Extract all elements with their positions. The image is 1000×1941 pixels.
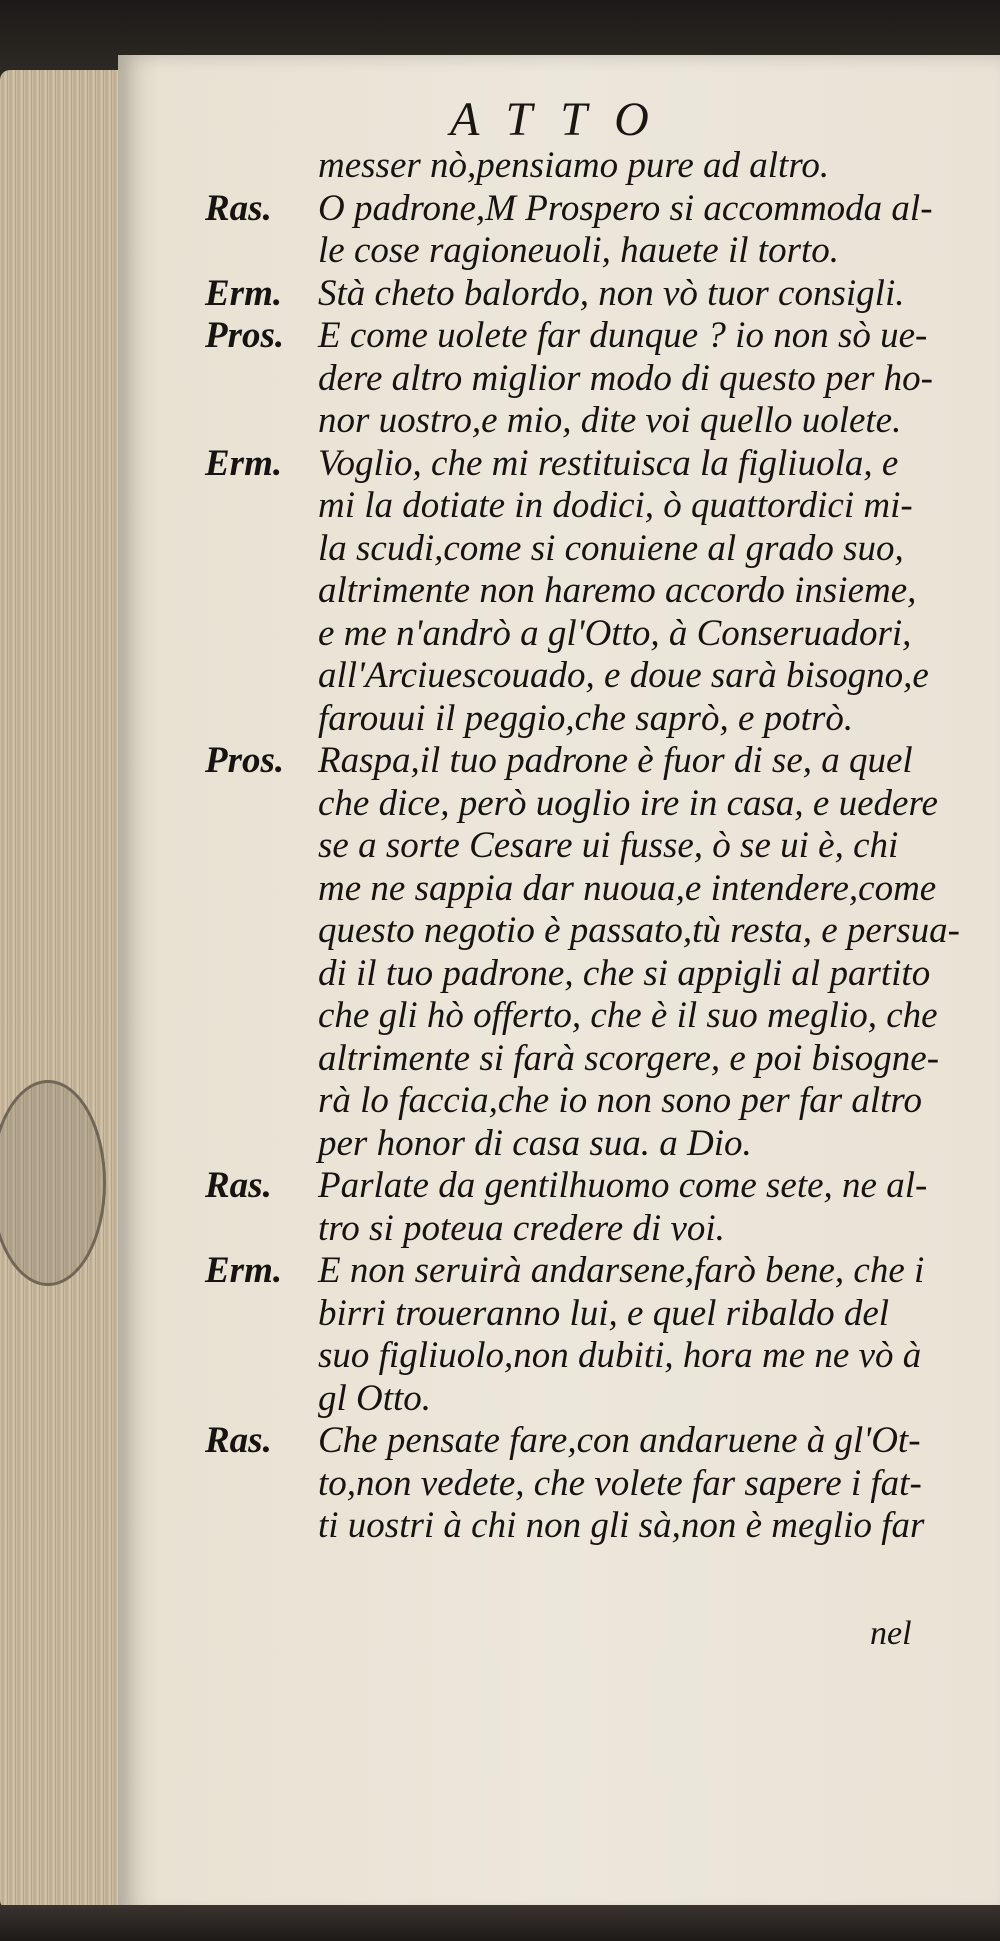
line-text: farouui il peggio,che saprò, e potrò. xyxy=(318,697,854,739)
text-line xyxy=(205,485,985,528)
text-line xyxy=(205,315,985,358)
line-text: Che pensate fare,con andaruene à gl'Ot- xyxy=(318,1420,921,1461)
line-text: E come uolete far dunque ? io non sò ue- xyxy=(318,315,928,356)
running-header: ATTO xyxy=(450,93,677,146)
speaker-label: Pros. xyxy=(205,315,285,356)
text-line xyxy=(205,910,985,953)
line-text: Voglio, che mi restituisca la figliuola, e xyxy=(318,442,899,484)
line-text: tro si poteua credere di voi. xyxy=(318,1207,725,1249)
text-line xyxy=(205,1505,985,1548)
line-text: E non seruirà andarsene,farò bene, che i xyxy=(318,1250,925,1291)
text-line xyxy=(205,995,985,1038)
text-line xyxy=(205,1208,985,1251)
speaker-label: Erm. xyxy=(205,1250,283,1291)
line-text: messer nò,pensiamo pure ad altro. xyxy=(318,145,830,186)
text-line xyxy=(205,953,985,996)
line-text: altrimente non haremo accordo insieme, xyxy=(318,570,917,611)
line-text: che gli hò offerto, che è il suo meglio, che xyxy=(318,995,938,1036)
dialogue-text xyxy=(205,145,985,1548)
text-line xyxy=(205,1080,985,1123)
line-text: dere altro miglior modo di questo per ho- xyxy=(318,357,933,399)
line-text: Raspa,il tuo padrone è fuor di se, a quel xyxy=(318,740,913,781)
text-line xyxy=(205,188,985,231)
text-line xyxy=(205,273,985,316)
line-text: gl Otto. xyxy=(318,1377,432,1419)
text-line xyxy=(205,1123,985,1166)
text-line xyxy=(205,528,985,571)
line-text: O padrone,M Prospero si accommoda al- xyxy=(318,187,933,229)
text-line xyxy=(205,698,985,741)
text-line xyxy=(205,1378,985,1421)
line-text: mi la dotiate in dodici, ò quattordici mi- xyxy=(318,485,913,526)
text-line xyxy=(205,783,985,826)
line-text: Stà cheto balordo, non vò tuor consigli. xyxy=(318,272,905,314)
text-line xyxy=(205,1165,985,1208)
line-text: rà lo faccia,che io non sono per far altro xyxy=(318,1080,922,1121)
line-text: altrimente si farà scorgere, e poi bisogne- xyxy=(318,1037,940,1079)
line-text: per honor di casa sua. a Dio. xyxy=(318,1122,752,1164)
line-text: la scudi,come si conuiene al grado suo, xyxy=(318,527,904,569)
catchword: nel xyxy=(870,1615,912,1652)
line-text: ti uostri à chi non gli sà,non è meglio far xyxy=(318,1505,925,1546)
text-line xyxy=(205,358,985,401)
line-text: questo negotio è passato,tù resta, e persua- xyxy=(318,910,960,951)
text-line xyxy=(205,145,985,188)
line-text: me ne sappia dar nuoua,e intendere,come xyxy=(318,867,937,909)
text-line xyxy=(205,1420,985,1463)
text-line xyxy=(205,1250,985,1293)
book-bottom-shadow xyxy=(0,1905,1000,1941)
text-line xyxy=(205,825,985,868)
text-line xyxy=(205,868,985,911)
speaker-label: Erm. xyxy=(205,442,283,484)
line-text: di il tuo padrone, che si appigli al partito xyxy=(318,952,931,994)
bookmark-ribbon xyxy=(0,1080,106,1286)
text-line xyxy=(205,1463,985,1506)
text-line xyxy=(205,613,985,656)
text-line xyxy=(205,400,985,443)
speaker-label: Ras. xyxy=(205,1420,272,1461)
text-line xyxy=(205,570,985,613)
speaker-label: Erm. xyxy=(205,272,283,314)
text-line xyxy=(205,230,985,273)
line-text: suo figliuolo,non dubiti, hora me ne vò à xyxy=(318,1335,922,1376)
line-text: e me n'andrò a gl'Otto, à Conseruadori, xyxy=(318,612,912,654)
line-text: se a sorte Cesare ui fusse, ò se ui è, chi xyxy=(318,825,899,866)
page-stack-edges xyxy=(0,70,130,1910)
line-text: birri troueranno lui, e quel ribaldo del xyxy=(318,1292,890,1334)
line-text: le cose ragioneuoli, hauete il torto. xyxy=(318,230,839,271)
line-text: to,non vedete, che volete far sapere i fat- xyxy=(318,1462,922,1504)
text-line xyxy=(205,1335,985,1378)
speaker-label: Pros. xyxy=(205,740,285,781)
line-text: Parlate da gentilhuomo come sete, ne al- xyxy=(318,1165,928,1206)
text-line xyxy=(205,1293,985,1336)
speaker-label: Ras. xyxy=(205,187,272,229)
line-text: nor uostro,e mio, dite voi quello uolete. xyxy=(318,400,902,441)
line-text: all'Arciuescouado, e doue sarà bisogno,e xyxy=(318,655,929,696)
text-line xyxy=(205,1038,985,1081)
line-text: che dice, però uoglio ire in casa, e uedere xyxy=(318,782,938,824)
text-line xyxy=(205,655,985,698)
speaker-label: Ras. xyxy=(205,1165,272,1206)
text-line xyxy=(205,443,985,486)
text-line xyxy=(205,740,985,783)
